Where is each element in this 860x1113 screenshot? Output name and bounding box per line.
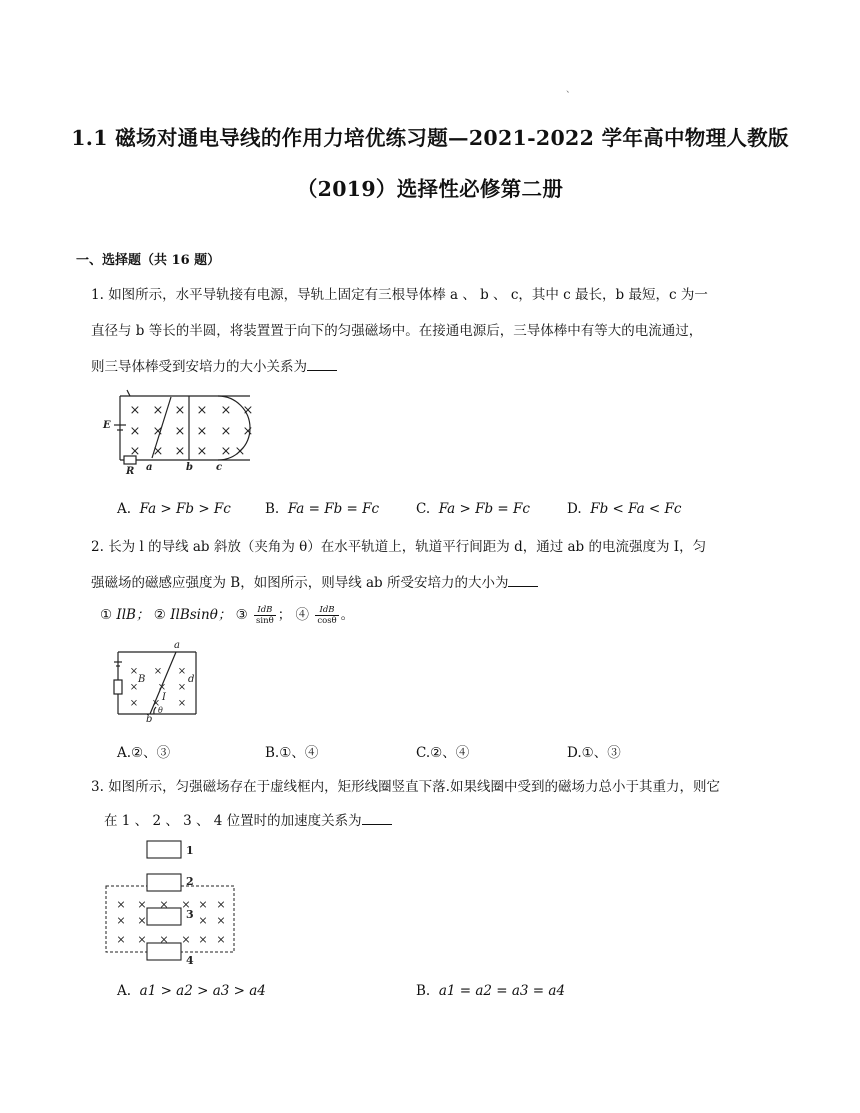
fig3-label-1: 1 xyxy=(186,844,194,857)
answer-blank xyxy=(362,810,392,825)
svg-text:×: × xyxy=(234,444,246,459)
choice-4-fraction xyxy=(315,605,338,626)
svg-text:×: × xyxy=(116,914,126,927)
question-3-text-1: 如图所示，匀强磁场存在于虚线框内，矩形线圈竖直下落.如果线圈中受到的磁场力总小于其重力，则它 xyxy=(108,779,720,795)
q2-option-b-text: ①、④ xyxy=(279,745,319,761)
fig1-label-E: E xyxy=(103,420,111,431)
q2-option-a-label: A. xyxy=(117,745,132,761)
choice-3-marker: ③ xyxy=(235,607,248,623)
fig1-label-R: R xyxy=(126,466,135,476)
svg-text:×: × xyxy=(129,444,141,459)
q1-option-b[interactable] xyxy=(265,501,379,517)
fig1-label-b: b xyxy=(186,462,193,473)
choice-3-denominator: sinθ xyxy=(256,616,274,626)
choice-4-end: 。 xyxy=(340,607,355,623)
q1-option-d[interactable] xyxy=(567,501,681,517)
q2-option-d-text: ①、③ xyxy=(581,745,621,761)
svg-text:×: × xyxy=(137,933,147,946)
choice-1: IlB； xyxy=(116,607,150,623)
fig2-label-b: b xyxy=(146,714,153,724)
svg-text:×: × xyxy=(152,424,164,439)
svg-text:×: × xyxy=(181,933,191,946)
fig1-label-a: a xyxy=(146,462,153,473)
question-2-choices xyxy=(100,603,354,626)
svg-text:×: × xyxy=(129,403,141,418)
q2-option-b-label: B. xyxy=(265,745,280,761)
q3-option-a-text: a1 > a2 > a3 > a4 xyxy=(139,983,266,999)
svg-text:×: × xyxy=(216,933,226,946)
choice-4-denominator: cosθ xyxy=(317,616,337,626)
q3-option-b[interactable] xyxy=(416,983,565,999)
svg-text:×: × xyxy=(181,898,191,911)
svg-text:×: × xyxy=(242,424,254,439)
svg-text:×: × xyxy=(220,403,232,418)
q3-option-b-label: B. xyxy=(416,983,431,999)
fig2-label-B: B xyxy=(138,674,146,685)
fig2-label-theta: θ xyxy=(158,706,163,715)
svg-text:×: × xyxy=(129,698,139,709)
svg-text:×: × xyxy=(153,666,163,677)
page-title: 1.1 磁场对通电导线的作用力培优练习题—2021-2022 学年高中物理人教版 xyxy=(71,126,789,150)
question-2-number: 2. xyxy=(91,539,104,555)
q2-option-c-label: C. xyxy=(416,745,431,761)
svg-text:×: × xyxy=(242,403,254,418)
fig3-label-3: 3 xyxy=(186,908,194,921)
question-1-text-1: 如图所示，水平导轨接有电源，导轨上固定有三根导体棒 a 、 b 、 c，其中 c 最长，b 最短，c 为一 xyxy=(108,287,708,303)
question-1-line-1 xyxy=(91,283,708,303)
svg-text:×: × xyxy=(196,444,208,459)
svg-text:×: × xyxy=(159,933,169,946)
question-2-line-1 xyxy=(91,535,706,555)
choice-1-marker: ① xyxy=(100,607,113,623)
svg-text:×: × xyxy=(129,666,139,677)
q3-option-a[interactable] xyxy=(117,983,266,999)
choice-4-numerator: IdB xyxy=(315,605,338,616)
svg-text:×: × xyxy=(177,682,187,693)
q1-option-b-text: Fa = Fb = Fc xyxy=(287,501,380,517)
q2-option-c-text: ②、④ xyxy=(430,745,470,761)
choice-3-numerator: IdB xyxy=(254,605,276,616)
svg-text:×: × xyxy=(129,424,141,439)
q1-option-c[interactable] xyxy=(416,501,530,517)
question-2-figure xyxy=(104,638,214,724)
q1-option-a[interactable] xyxy=(117,501,231,517)
svg-text:×: × xyxy=(220,424,232,439)
fig2-label-a: a xyxy=(174,640,180,651)
choice-3-fraction xyxy=(254,605,276,626)
q1-option-a-label: A. xyxy=(117,501,132,517)
question-3-line-2 xyxy=(104,809,392,829)
q2-option-a[interactable] xyxy=(117,741,170,761)
svg-text:×: × xyxy=(198,914,208,927)
q1-option-d-text: Fb < Fa < Fc xyxy=(590,501,682,517)
q2-option-d-label: D. xyxy=(567,745,582,761)
question-1-text-3: 则三导体棒受到安培力的大小关系为 xyxy=(91,359,307,375)
fig2-label-I: I xyxy=(162,692,166,703)
svg-text:×: × xyxy=(174,424,186,439)
svg-text:×: × xyxy=(116,933,126,946)
question-3-figure xyxy=(102,838,238,968)
answer-blank xyxy=(307,356,337,371)
q1-option-d-label: D. xyxy=(567,501,582,517)
svg-text:×: × xyxy=(177,666,187,677)
svg-text:×: × xyxy=(159,898,169,911)
svg-text:×: × xyxy=(216,898,226,911)
svg-text:×: × xyxy=(198,898,208,911)
choice-3-separator: ； xyxy=(277,607,292,623)
svg-text:×: × xyxy=(116,898,126,911)
svg-text:×: × xyxy=(157,682,167,693)
svg-text:×: × xyxy=(137,914,147,927)
q2-option-a-text: ②、③ xyxy=(131,745,171,761)
svg-text:×: × xyxy=(177,698,187,709)
svg-text:×: × xyxy=(137,898,147,911)
q1-option-c-text: Fa > Fb = Fc xyxy=(438,501,530,517)
q1-option-c-label: C. xyxy=(416,501,431,517)
question-2-text-2: 强磁场的磁感应强度为 B，如图所示，则导线 ab 所受安培力的大小为 xyxy=(91,575,509,591)
svg-text:×: × xyxy=(196,424,208,439)
section-heading: 一、选择题（共 16 题） xyxy=(76,253,221,268)
svg-text:×: × xyxy=(152,403,164,418)
page-subtitle: （2019）选择性必修第二册 xyxy=(296,177,564,201)
question-3-number: 3. xyxy=(91,779,104,795)
question-1-number: 1. xyxy=(91,287,104,303)
answer-blank xyxy=(508,572,538,587)
choice-2-marker: ② xyxy=(153,607,166,623)
question-1-figure xyxy=(100,388,270,476)
fig3-label-4: 4 xyxy=(186,954,194,967)
q1-option-a-text: Fa > Fb > Fc xyxy=(139,501,231,517)
question-2-line-2 xyxy=(91,571,538,591)
svg-text:×: × xyxy=(174,403,186,418)
svg-text:×: × xyxy=(174,444,186,459)
fig3-label-2: 2 xyxy=(186,875,194,888)
q2-option-d[interactable] xyxy=(567,741,621,761)
q2-option-c[interactable] xyxy=(416,741,469,761)
q3-option-a-label: A. xyxy=(117,983,132,999)
svg-text:×: × xyxy=(151,698,161,709)
question-1-line-3 xyxy=(91,355,337,375)
q1-option-b-label: B. xyxy=(265,501,280,517)
question-3-text-2: 在 1 、 2 、 3 、 4 位置时的加速度关系为 xyxy=(104,813,362,829)
svg-text:×: × xyxy=(152,444,164,459)
question-1-line-2: 直径与 b 等长的半圆，将装置置于向下的匀强磁场中。在接通电源后，三导体棒中有等大的电流通过， xyxy=(91,323,703,339)
svg-text:×: × xyxy=(220,444,232,459)
q2-option-b[interactable] xyxy=(265,741,318,761)
svg-text:×: × xyxy=(196,403,208,418)
q3-option-b-text: a1 = a2 = a3 = a4 xyxy=(438,983,566,999)
svg-text:×: × xyxy=(129,682,139,693)
choice-4-marker: ④ xyxy=(295,607,310,623)
choice-2: IlBsinθ； xyxy=(170,607,232,623)
header-mark: 、 xyxy=(566,85,576,95)
fig2-label-d: d xyxy=(188,674,195,685)
fig1-label-c: c xyxy=(216,462,223,473)
svg-text:×: × xyxy=(198,933,208,946)
svg-text:×: × xyxy=(216,914,226,927)
question-2-text-1: 长为 l 的导线 ab 斜放（夹角为 θ）在水平轨道上，轨道平行间距为 d，通过 ab 的电流强度为 I，匀 xyxy=(108,539,707,555)
question-3-line-1 xyxy=(91,775,720,795)
